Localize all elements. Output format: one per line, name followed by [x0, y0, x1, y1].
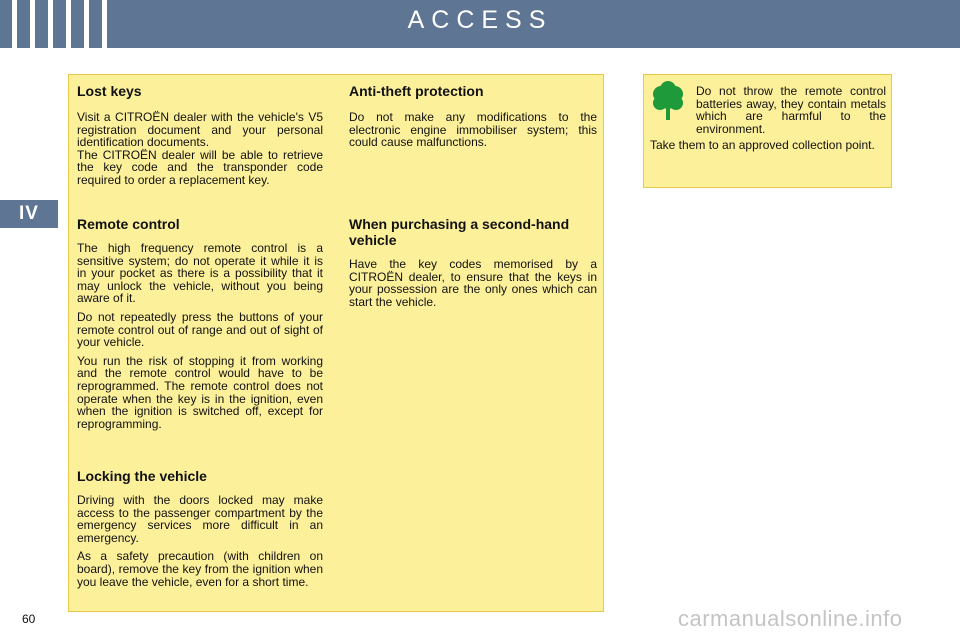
paragraph: Do not repeatedly press the buttons of your remote control out of range and out of sight of your vehicle.: [77, 309, 323, 350]
section-second-hand: [349, 216, 597, 308]
environment-note-text: Do not throw the remote control batteries away, they contain metals which are harmful to the environment.: [696, 84, 886, 136]
tree-icon: [650, 81, 686, 121]
page-number: 60: [22, 612, 36, 626]
environment-note-text: Take them to an approved collection point.: [650, 138, 875, 152]
section-title: Locking the vehicle: [77, 468, 207, 484]
watermark: carmanualsonline.info: [678, 606, 903, 631]
paragraph: You run the risk of stopping it from working and the remote control would have to be reprogrammed. The remote control does not operate when the key is in the ignition, even when the ignition is switched off, except for reprogramming.: [77, 353, 323, 431]
environment-note: [643, 74, 892, 188]
section-title: Lost keys: [77, 83, 142, 99]
chapter-tab: IV: [0, 200, 58, 228]
section-title: Remote control: [77, 216, 180, 232]
section-anti-theft: [349, 83, 597, 149]
section-remote-control: [77, 216, 323, 430]
section-title: When purchasing a second-hand vehicle: [349, 216, 570, 248]
section-locking: [77, 468, 323, 588]
section-title: Anti-theft protection: [349, 83, 484, 99]
paragraph: As a safety precaution (with children on board), remove the key from the ignition when you leave the vehicle, even for a short time.: [77, 549, 323, 589]
paragraph: The CITROËN dealer will be able to retrieve the key code and the transponder code required to order a replacement key.: [77, 147, 323, 187]
paragraph: Visit a CITROËN dealer with the vehicle's V5 registration document and your personal identification documents.: [77, 110, 323, 150]
header-bar: [0, 0, 960, 48]
information-panel: [68, 74, 604, 612]
section-lost-keys: [77, 83, 323, 187]
paragraph: Do not make any modifications to the electronic engine immobiliser system; this could cause malfunctions.: [349, 110, 597, 150]
paragraph: Have the key codes memorised by a CITROËN dealer, to ensure that the keys in your possession are the only ones which can start the vehicle.: [349, 257, 597, 309]
paragraph: The high frequency remote control is a sensitive system; do not operate it while it is in your pocket as there is a possibility that it may unlock the vehicle, without you being aware of it.: [77, 241, 323, 306]
paragraph: Driving with the doors locked may make access to the passenger compartment by the emergency services more difficult in an emergency.: [77, 493, 323, 545]
page-title: ACCESS: [407, 6, 553, 34]
